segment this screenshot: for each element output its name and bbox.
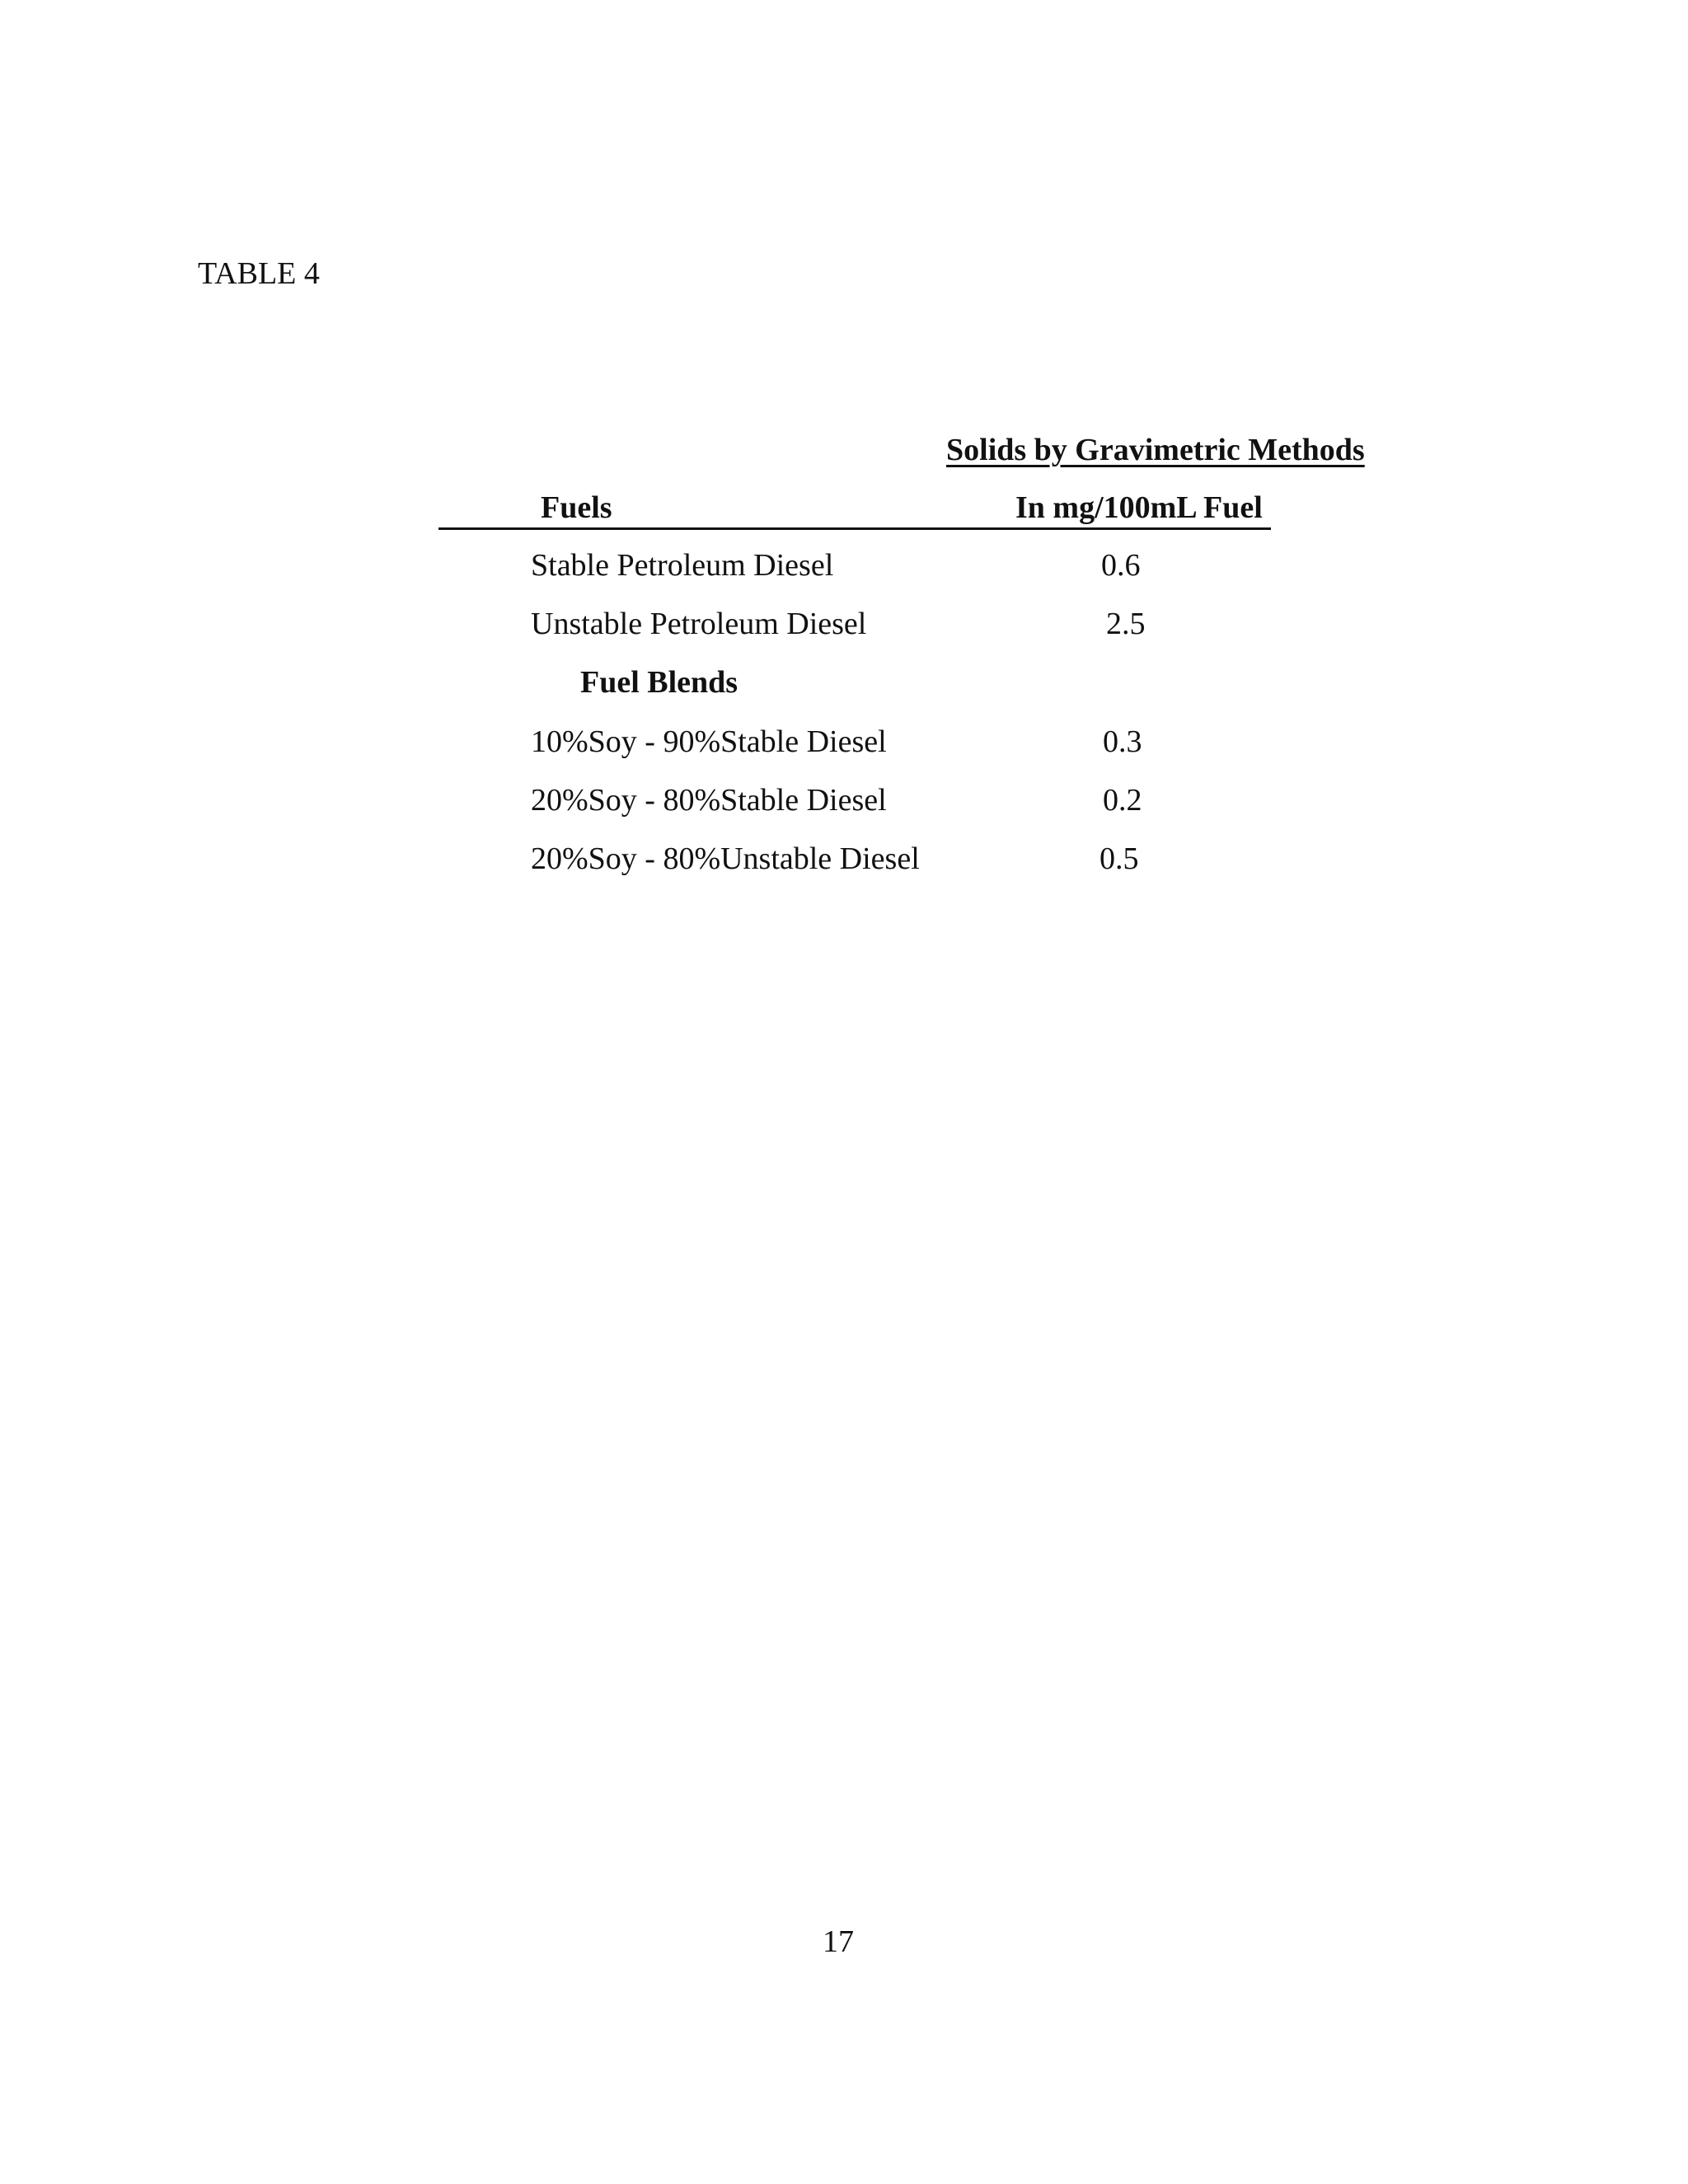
units-column-header: In mg/100mL Fuel bbox=[1015, 490, 1263, 525]
fuel-value-cell: 2.5 bbox=[1106, 607, 1146, 641]
fuels-column-header: Fuels bbox=[541, 490, 612, 525]
fuel-value-cell: 0.5 bbox=[1100, 841, 1139, 876]
fuel-name-cell: 20%Soy - 80%Stable Diesel bbox=[531, 783, 887, 818]
fuel-name-cell: 20%Soy - 80%Unstable Diesel bbox=[531, 841, 920, 876]
fuel-value-cell: 0.6 bbox=[1101, 548, 1141, 583]
fuel-name-cell: 10%Soy - 90%Stable Diesel bbox=[531, 724, 887, 759]
fuel-name-cell: Unstable Petroleum Diesel bbox=[531, 607, 867, 641]
fuel-name-cell: Stable Petroleum Diesel bbox=[531, 548, 834, 583]
page-number: 17 bbox=[823, 1924, 854, 1959]
fuel-value-cell: 0.2 bbox=[1103, 783, 1142, 818]
measure-column-title: Solids by Gravimetric Methods bbox=[946, 433, 1365, 467]
fuel-value-cell: 0.3 bbox=[1103, 724, 1142, 759]
table-header-row bbox=[438, 488, 1271, 530]
fuel-blends-section-label: Fuel Blends bbox=[580, 665, 738, 700]
table-label: TABLE 4 bbox=[198, 256, 320, 291]
